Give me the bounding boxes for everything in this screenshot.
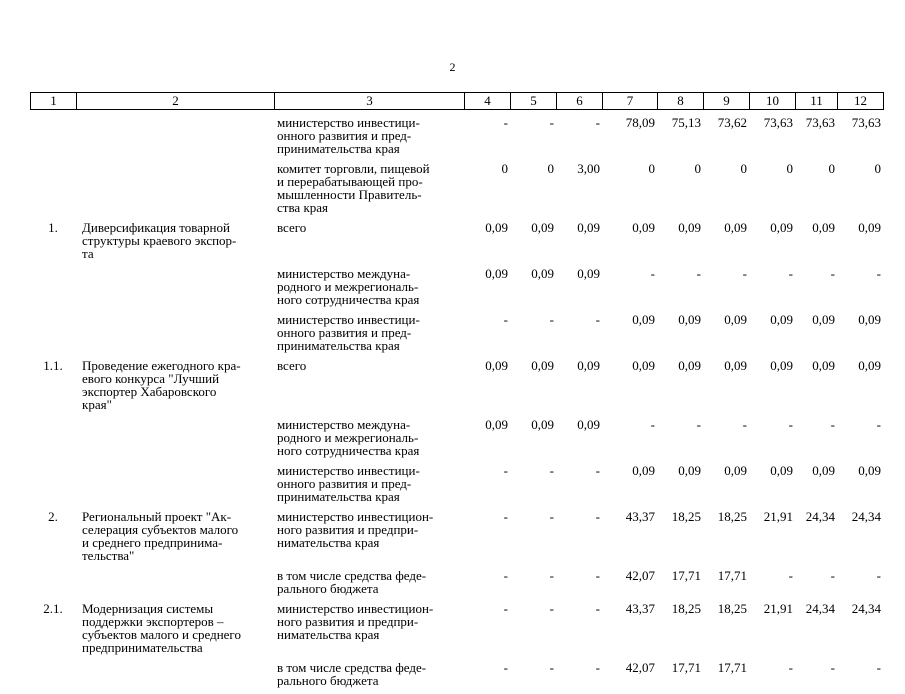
value-cell-col-9: 0,09 bbox=[724, 358, 747, 373]
executor-cell: министерство инвестици- онного развития и пред- принимательства края bbox=[277, 463, 420, 504]
row-number-cell: 2. bbox=[48, 509, 58, 524]
value-cell-col-11: 0,09 bbox=[812, 358, 835, 373]
value-cell-col-5: - bbox=[549, 509, 554, 524]
value-cell-col-5: - bbox=[549, 568, 554, 583]
value-cell-col-12: - bbox=[876, 660, 881, 675]
row-number-cell bbox=[30, 661, 76, 694]
value-cell-col-9: 18,25 bbox=[717, 601, 747, 616]
value-cell-col-12: 0,09 bbox=[858, 312, 881, 327]
column-header-table bbox=[30, 92, 884, 110]
column-header-10: 10 bbox=[750, 93, 796, 110]
value-cell-col-10: 0,09 bbox=[770, 312, 793, 327]
value-cell-col-8: 18,25 bbox=[671, 509, 701, 524]
value-cell-col-11: - bbox=[830, 266, 835, 281]
event-name-cell bbox=[76, 116, 274, 162]
value-cell-col-12: - bbox=[876, 417, 881, 432]
value-cell-col-9: 17,71 bbox=[717, 660, 747, 675]
event-name-cell bbox=[76, 162, 274, 221]
value-cell-col-9: 0,09 bbox=[724, 463, 747, 478]
executor-cell: министерство инвестицион- ного развития и предпри- нимательства края bbox=[277, 601, 434, 642]
value-cell-col-10: 21,91 bbox=[763, 601, 793, 616]
value-cell-col-7: - bbox=[650, 266, 655, 281]
value-cell-col-12: 0,09 bbox=[858, 463, 881, 478]
value-cell-col-4: 0 bbox=[501, 161, 508, 176]
value-cell-col-6: - bbox=[595, 463, 600, 478]
table-row bbox=[30, 162, 883, 221]
row-number-cell: 1. bbox=[48, 220, 58, 235]
column-header-9: 9 bbox=[704, 93, 750, 110]
event-name-cell bbox=[76, 418, 274, 464]
event-name-cell: Диверсификация товарной структуры краевого экспор- та bbox=[82, 220, 237, 261]
value-cell-col-10: 0,09 bbox=[770, 358, 793, 373]
program-funding-table bbox=[30, 116, 883, 694]
row-number-cell bbox=[30, 464, 76, 510]
value-cell-col-7: 0,09 bbox=[632, 312, 655, 327]
event-name-cell: Модернизация системы поддержки экспортеров – субъектов малого и среднего предпринимательства bbox=[82, 601, 241, 655]
column-header-2: 2 bbox=[77, 93, 275, 110]
value-cell-col-5: - bbox=[549, 601, 554, 616]
row-number-cell bbox=[30, 313, 76, 359]
value-cell-col-9: 17,71 bbox=[717, 568, 747, 583]
value-cell-col-5: - bbox=[549, 312, 554, 327]
value-cell-col-12: 0 bbox=[874, 161, 881, 176]
table-row bbox=[30, 418, 883, 464]
table-row bbox=[30, 569, 883, 602]
value-cell-col-12: 0,09 bbox=[858, 358, 881, 373]
row-number-cell bbox=[30, 267, 76, 313]
value-cell-col-6: - bbox=[595, 601, 600, 616]
value-cell-col-6: - bbox=[595, 509, 600, 524]
value-cell-col-6: 0,09 bbox=[577, 358, 600, 373]
value-cell-col-5: 0,09 bbox=[531, 266, 554, 281]
value-cell-col-12: 24,34 bbox=[851, 601, 881, 616]
value-cell-col-12: - bbox=[876, 568, 881, 583]
value-cell-col-4: - bbox=[503, 312, 508, 327]
value-cell-col-12: 0,09 bbox=[858, 220, 881, 235]
column-header-6: 6 bbox=[557, 93, 603, 110]
event-name-cell bbox=[76, 569, 274, 602]
value-cell-col-10: - bbox=[788, 568, 793, 583]
value-cell-col-4: 0,09 bbox=[485, 266, 508, 281]
column-header-3: 3 bbox=[275, 93, 465, 110]
executor-cell: всего bbox=[277, 220, 307, 235]
value-cell-col-11: 73,63 bbox=[805, 115, 835, 130]
value-cell-col-11: 0,09 bbox=[812, 463, 835, 478]
value-cell-col-8: 0,09 bbox=[678, 312, 701, 327]
value-cell-col-7: 78,09 bbox=[625, 115, 655, 130]
value-cell-col-5: 0 bbox=[547, 161, 554, 176]
column-header-7: 7 bbox=[603, 93, 658, 110]
value-cell-col-7: 42,07 bbox=[625, 660, 655, 675]
executor-cell: министерство инвестици- онного развития и пред- принимательства края bbox=[277, 115, 420, 156]
column-header-12: 12 bbox=[838, 93, 884, 110]
page-number: 2 bbox=[449, 60, 456, 74]
value-cell-col-5: 0,09 bbox=[531, 417, 554, 432]
value-cell-col-4: 0,09 bbox=[485, 220, 508, 235]
table-row bbox=[30, 267, 883, 313]
value-cell-col-4: 0,09 bbox=[485, 358, 508, 373]
value-cell-col-4: - bbox=[503, 660, 508, 675]
value-cell-col-4: - bbox=[503, 115, 508, 130]
value-cell-col-11: 24,34 bbox=[805, 601, 835, 616]
value-cell-col-6: - bbox=[595, 660, 600, 675]
value-cell-col-4: - bbox=[503, 601, 508, 616]
value-cell-col-8: 0,09 bbox=[678, 358, 701, 373]
row-number-cell bbox=[30, 569, 76, 602]
value-cell-col-11: - bbox=[830, 417, 835, 432]
executor-cell: в том числе средства феде- рального бюджета bbox=[277, 568, 427, 596]
value-cell-col-5: 0,09 bbox=[531, 358, 554, 373]
value-cell-col-12: - bbox=[876, 266, 881, 281]
row-number-cell bbox=[30, 418, 76, 464]
value-cell-col-10: 0,09 bbox=[770, 220, 793, 235]
executor-cell: всего bbox=[277, 358, 307, 373]
value-cell-col-10: 0,09 bbox=[770, 463, 793, 478]
value-cell-col-8: 0,09 bbox=[678, 463, 701, 478]
value-cell-col-11: 24,34 bbox=[805, 509, 835, 524]
executor-cell: министерство междуна- родного и межрегиональ- ного сотрудничества края bbox=[277, 417, 420, 458]
value-cell-col-12: 73,63 bbox=[851, 115, 881, 130]
value-cell-col-9: 0,09 bbox=[724, 312, 747, 327]
table-row bbox=[30, 510, 883, 569]
value-cell-col-11: 0,09 bbox=[812, 220, 835, 235]
value-cell-col-7: 43,37 bbox=[625, 509, 655, 524]
value-cell-col-6: - bbox=[595, 115, 600, 130]
value-cell-col-9: - bbox=[742, 417, 747, 432]
value-cell-col-8: 17,71 bbox=[671, 660, 701, 675]
row-number-cell bbox=[30, 116, 76, 162]
table-row bbox=[30, 464, 883, 510]
event-name-cell: Проведение ежегодного кра- евого конкурса "Лучший экспортер Хабаровского края" bbox=[82, 358, 241, 412]
value-cell-col-6: - bbox=[595, 312, 600, 327]
value-cell-col-7: - bbox=[650, 417, 655, 432]
table-row bbox=[30, 313, 883, 359]
value-cell-col-9: - bbox=[742, 266, 747, 281]
value-cell-col-7: 42,07 bbox=[625, 568, 655, 583]
event-name-cell bbox=[76, 267, 274, 313]
table-row bbox=[30, 661, 883, 694]
column-header-1: 1 bbox=[31, 93, 77, 110]
value-cell-col-6: 0,09 bbox=[577, 220, 600, 235]
value-cell-col-7: 0,09 bbox=[632, 220, 655, 235]
executor-cell: министерство инвестици- онного развития и пред- принимательства края bbox=[277, 312, 420, 353]
value-cell-col-10: 0 bbox=[786, 161, 793, 176]
value-cell-col-10: 73,63 bbox=[763, 115, 793, 130]
value-cell-col-7: 0,09 bbox=[632, 463, 655, 478]
column-header-5: 5 bbox=[511, 93, 557, 110]
value-cell-col-11: - bbox=[830, 568, 835, 583]
table-row bbox=[30, 221, 883, 267]
event-name-cell: Региональный проект "Ак- селерация субъектов малого и среднего предпринима- тельства" bbox=[82, 509, 239, 563]
executor-cell: министерство инвестицион- ного развития и предпри- нимательства края bbox=[277, 509, 434, 550]
column-header-row bbox=[31, 93, 884, 110]
value-cell-col-7: 0,09 bbox=[632, 358, 655, 373]
column-header-8: 8 bbox=[658, 93, 704, 110]
table-row bbox=[30, 116, 883, 162]
value-cell-col-9: 0 bbox=[740, 161, 747, 176]
value-cell-col-7: 43,37 bbox=[625, 601, 655, 616]
value-cell-col-4: 0,09 bbox=[485, 417, 508, 432]
value-cell-col-9: 18,25 bbox=[717, 509, 747, 524]
value-cell-col-4: - bbox=[503, 509, 508, 524]
executor-cell: в том числе средства феде- рального бюджета bbox=[277, 660, 427, 688]
column-header-11: 11 bbox=[796, 93, 838, 110]
executor-cell: комитет торговли, пищевой и перерабатывающей про- мышленности Правитель- ства края bbox=[277, 161, 430, 215]
value-cell-col-10: - bbox=[788, 417, 793, 432]
table-row bbox=[30, 359, 883, 418]
value-cell-col-5: - bbox=[549, 463, 554, 478]
value-cell-col-8: 0 bbox=[694, 161, 701, 176]
value-cell-col-11: 0,09 bbox=[812, 312, 835, 327]
value-cell-col-6: 0,09 bbox=[577, 417, 600, 432]
value-cell-col-6: 3,00 bbox=[577, 161, 600, 176]
value-cell-col-4: - bbox=[503, 463, 508, 478]
value-cell-col-8: 0,09 bbox=[678, 220, 701, 235]
value-cell-col-10: - bbox=[788, 660, 793, 675]
value-cell-col-8: - bbox=[696, 417, 701, 432]
row-number-cell: 1.1. bbox=[43, 358, 63, 373]
value-cell-col-5: - bbox=[549, 115, 554, 130]
table-row bbox=[30, 602, 883, 661]
value-cell-col-11: - bbox=[830, 660, 835, 675]
row-number-cell bbox=[30, 162, 76, 221]
table-body bbox=[30, 116, 883, 694]
value-cell-col-10: 21,91 bbox=[763, 509, 793, 524]
value-cell-col-8: 75,13 bbox=[671, 115, 701, 130]
event-name-cell bbox=[76, 313, 274, 359]
value-cell-col-5: - bbox=[549, 660, 554, 675]
value-cell-col-6: 0,09 bbox=[577, 266, 600, 281]
event-name-cell bbox=[76, 661, 274, 694]
value-cell-col-10: - bbox=[788, 266, 793, 281]
value-cell-col-9: 73,62 bbox=[717, 115, 747, 130]
value-cell-col-4: - bbox=[503, 568, 508, 583]
value-cell-col-9: 0,09 bbox=[724, 220, 747, 235]
event-name-cell bbox=[76, 464, 274, 510]
value-cell-col-5: 0,09 bbox=[531, 220, 554, 235]
executor-cell: министерство междуна- родного и межрегиональ- ного сотрудничества края bbox=[277, 266, 420, 307]
value-cell-col-8: 18,25 bbox=[671, 601, 701, 616]
value-cell-col-8: 17,71 bbox=[671, 568, 701, 583]
row-number-cell: 2.1. bbox=[43, 601, 63, 616]
value-cell-col-6: - bbox=[595, 568, 600, 583]
value-cell-col-7: 0 bbox=[648, 161, 655, 176]
value-cell-col-12: 24,34 bbox=[851, 509, 881, 524]
column-header-4: 4 bbox=[465, 93, 511, 110]
value-cell-col-11: 0 bbox=[828, 161, 835, 176]
value-cell-col-8: - bbox=[696, 266, 701, 281]
